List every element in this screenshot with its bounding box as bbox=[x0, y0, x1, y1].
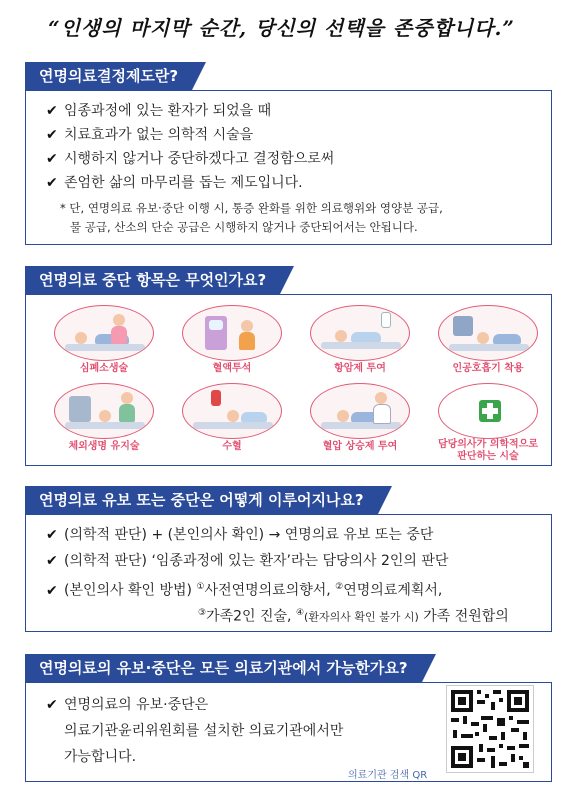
item-label: 심폐소생술 bbox=[79, 363, 129, 374]
section-title-items: 연명의료 중단 항목은 무엇인가요? bbox=[25, 266, 280, 294]
section-title-process: 연명의료 유보 또는 중단은 어떻게 이루어지나요? bbox=[25, 486, 378, 514]
transfusion-icon bbox=[182, 383, 282, 439]
item-label: 인공호흡기 착용 bbox=[452, 363, 524, 374]
section-institutions-box bbox=[25, 682, 552, 782]
item-label: 체외생명 유지술 bbox=[68, 441, 140, 452]
grid-item-vasopressor bbox=[296, 383, 424, 455]
grid-item-dialysis bbox=[168, 305, 296, 377]
section-items-box bbox=[25, 294, 552, 466]
item-label: 혈압 상승제 투여 bbox=[322, 441, 398, 452]
grid-item-ventilator bbox=[424, 305, 552, 377]
check-icon: ✔ bbox=[46, 697, 58, 713]
check-icon: ✔ bbox=[46, 127, 58, 143]
dialysis-icon bbox=[182, 305, 282, 361]
list-item: ✔ (본인의사 확인 방법) ①사전연명의료의향서, ②연명의료계획서, bbox=[46, 582, 443, 599]
grid-item-physician-judgment bbox=[424, 383, 552, 462]
list-item: ✔ (의학적 판단) ‘임종과정에 있는 환자’라는 담당의사 2인의 판단 bbox=[46, 553, 449, 569]
item-label: 담당의사가 의학적으로 판단하는 시술 bbox=[437, 439, 539, 462]
list-item-continuation: ③가족2인 진술, ④(환자의사 확인 불가 시) 가족 전원합의 bbox=[198, 608, 509, 625]
grid-item-chemotherapy bbox=[296, 305, 424, 377]
check-icon: ✔ bbox=[46, 175, 58, 191]
section-process-box bbox=[25, 514, 552, 632]
check-icon: ✔ bbox=[46, 582, 58, 599]
list-item: ✔ 치료효과가 없는 의학적 시술을 bbox=[46, 127, 254, 143]
grid-item-transfusion bbox=[168, 383, 296, 455]
check-icon: ✔ bbox=[46, 151, 58, 167]
list-item: ✔ 존엄한 삶의 마무리를 돕는 제도입니다. bbox=[46, 175, 303, 191]
section-definition-box bbox=[25, 90, 552, 245]
check-icon: ✔ bbox=[46, 553, 58, 569]
list-item-continuation: 가능합니다. bbox=[64, 749, 137, 765]
headline: “인생의 마지막 순간, 당신의 선택을 존중합니다.” bbox=[48, 16, 515, 40]
section-title-definition: 연명의료결정제도란? bbox=[25, 62, 192, 90]
list-item: ✔ (의학적 판단) + (본인의사 확인) → 연명의료 유보 또는 중단 bbox=[46, 527, 434, 543]
list-item: ✔ 연명의료의 유보·중단은 bbox=[46, 697, 209, 713]
item-label: 수혈 bbox=[222, 441, 242, 452]
vasopressor-icon bbox=[310, 383, 410, 439]
list-item-continuation: 의료기관윤리위원회를 설치한 의료기관에서만 bbox=[64, 723, 344, 739]
grid-item-cpr bbox=[40, 305, 168, 377]
qr-code[interactable] bbox=[446, 685, 534, 773]
green-cross-icon bbox=[438, 383, 538, 439]
list-item: ✔ 임종과정에 있는 환자가 되었을 때 bbox=[46, 103, 272, 119]
check-icon: ✔ bbox=[46, 527, 58, 543]
section-title-institutions: 연명의료의 유보·중단은 모든 의료기관에서 가능한가요? bbox=[25, 654, 422, 682]
grid-item-ecmo bbox=[40, 383, 168, 455]
qr-label: 의료기관 검색 QR bbox=[348, 770, 428, 781]
footnote: * 단, 연명의료 유보·중단 이행 시, 통증 완화를 위한 의료행위와 영양분 공급, 물 공급, 산소의 단순 공급은 시행하지 않거나 중단되어서는 안됩니다. bbox=[60, 201, 443, 234]
qr-code-icon bbox=[447, 686, 533, 772]
item-label: 항암제 투여 bbox=[334, 363, 386, 374]
list-item: ✔ 시행하지 않거나 중단하겠다고 결정함으로써 bbox=[46, 151, 335, 167]
ecmo-icon bbox=[54, 383, 154, 439]
cpr-icon bbox=[54, 305, 154, 361]
chemotherapy-icon bbox=[310, 305, 410, 361]
ventilator-icon bbox=[438, 305, 538, 361]
item-label: 혈액투석 bbox=[212, 363, 252, 374]
check-icon: ✔ bbox=[46, 103, 58, 119]
